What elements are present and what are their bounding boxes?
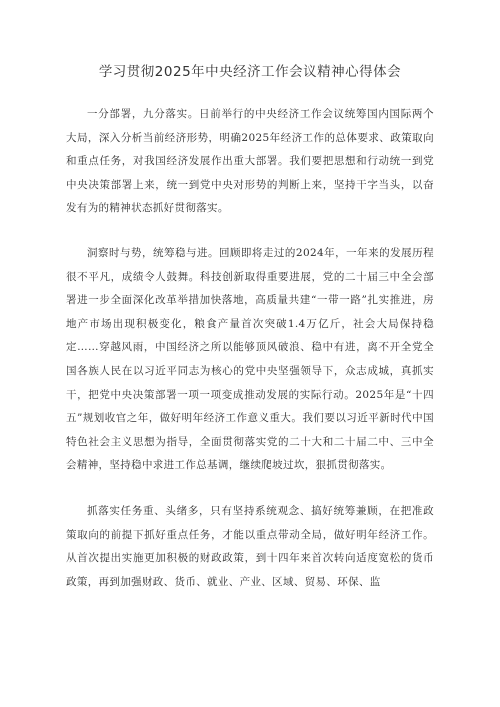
paragraph-1: 一分部署，九分落实。日前举行的中央经济工作会议统筹国内国际两个大局，深入分析当前经济形势，明确2025年经济工作的总体要求、政策取向和重点任务，对我国经济发展作出重大部署。我们要把思想和行动统一到党中央决策部署上来，统一到党中央对形势的判断上来，坚持干字当头，以奋发有为的精神状态抓好贯彻落实。	[66, 108, 434, 215]
document-title: 学习贯彻2025年中央经济工作会议精神心得体会	[98, 64, 402, 80]
paragraph-3: 抓落实任务重、头绪多，只有坚持系统观念、搞好统筹兼顾，在把准政策取向的前提下抓好重点任务，才能以重点带动全局，做好明年经济工作。从首次提出实施更加积极的财政政策，到十四年来首次转向适度宽松的货币政策，再到加强财政、货币、就业、产业、区域、贸易、环保、监	[66, 504, 434, 588]
paragraph-2: 洞察时与势，统筹稳与进。回顾即将走过的2024年，一年来的发展历程很不平凡，成绩令人鼓舞。科技创新取得重要进展，党的二十届三中全会部署进一步全面深化改革举措加快落地，高质量共建“一带一路”扎实推进，房地产市场出现积极变化，粮食产量首次突破1.4万亿斤，社会大局保持稳定……穿越风雨，中国经济之所以能够顶风破浪、稳中有进，离不开全党全国各族人民在以习近平同志为核心的党中央坚强领导下，众志成城，真抓实干，把党中央决策部署一项一项变成推动发展的实际行动。2025年是“十四五”规划收官之年，做好明年经济工作意义重大。我们要以习近平新时代中国特色社会主义思想为指导，全面贯彻落实党的二十大和二十届二中、三中全会精神，坚持稳中求进工作总基调，继续爬坡过坎，狠抓贯彻落实。	[66, 246, 434, 472]
